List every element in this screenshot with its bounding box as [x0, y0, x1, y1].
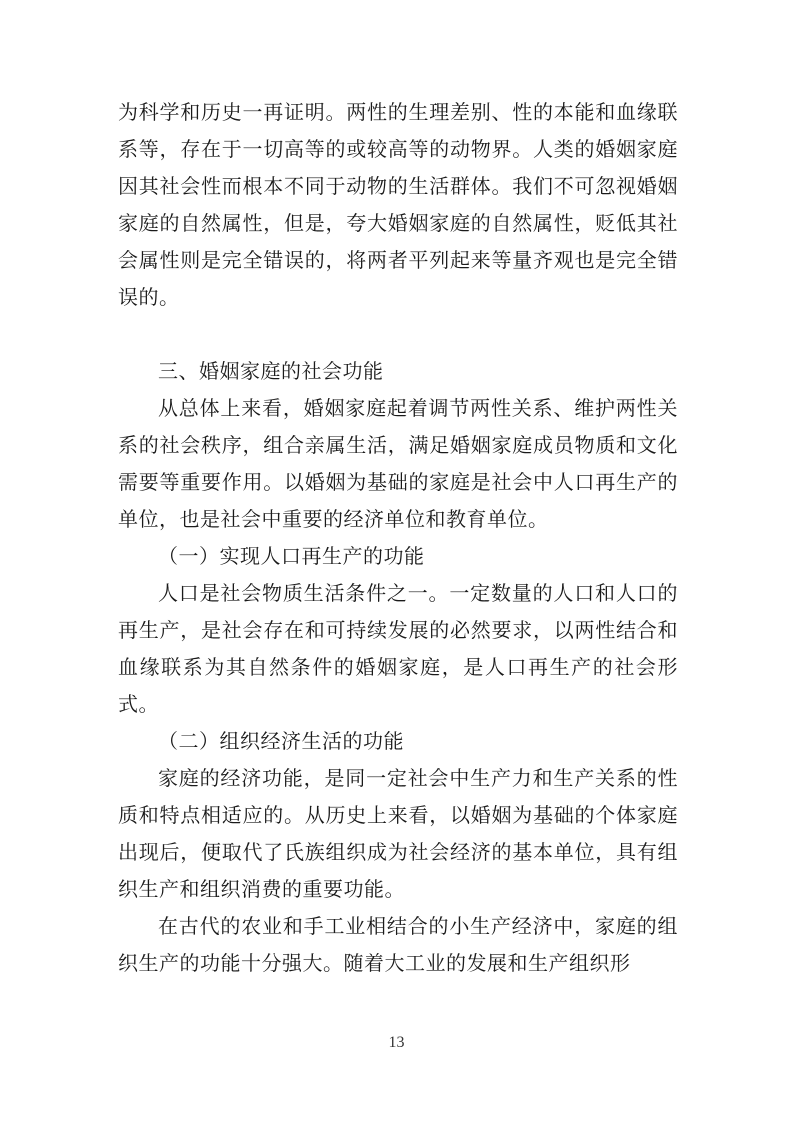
- paragraph: 家庭的经济功能，是同一定社会中生产力和生产关系的性质和特点相适应的。从历史上来看，以婚姻为基础的个体家庭出现后，便取代了氏族组织成为社会经济的基本单位，具有组织生产和组织消费的重要功能。: [118, 766, 678, 901]
- paragraph: 从总体上来看，婚姻家庭起着调节两性关系、维护两性关系的社会秩序，组合亲属生活，满足婚姻家庭成员物质和文化需要等重要作用。以婚姻为基础的家庭是社会中人口再生产的单位，也是社会中重要的经济单位和教育单位。: [118, 396, 678, 531]
- paragraph: 在古代的农业和手工业相结合的小生产经济中，家庭的组织生产的功能十分强大。随着大工业的发展和生产组织形: [118, 914, 678, 975]
- subsection-heading: （一）实现人口再生产的功能: [158, 544, 425, 568]
- page-number: 13: [388, 1034, 405, 1051]
- section-heading: 三、婚姻家庭的社会功能: [158, 359, 384, 383]
- subsection-heading: （二）组织经济生活的功能: [158, 729, 404, 753]
- paragraph: 人口是社会物质生活条件之一。一定数量的人口和人口的再生产，是社会存在和可持续发展的必然要求，以两性结合和血缘联系为其自然条件的婚姻家庭，是人口再生产的社会形式。: [118, 581, 678, 716]
- page-content: [118, 94, 678, 982]
- paragraph-continuation: 为科学和历史一再证明。两性的生理差别、性的本能和血缘联系等，存在于一切高等的或较高等的动物界。人类的婚姻家庭因其社会性而根本不同于动物的生活群体。我们不可忽视婚姻家庭的自然属性，但是，夸大婚姻家庭的自然属性，贬低其社会属性则是完全错误的，将两者平列起来等量齐观也是完全错误的。: [118, 100, 678, 309]
